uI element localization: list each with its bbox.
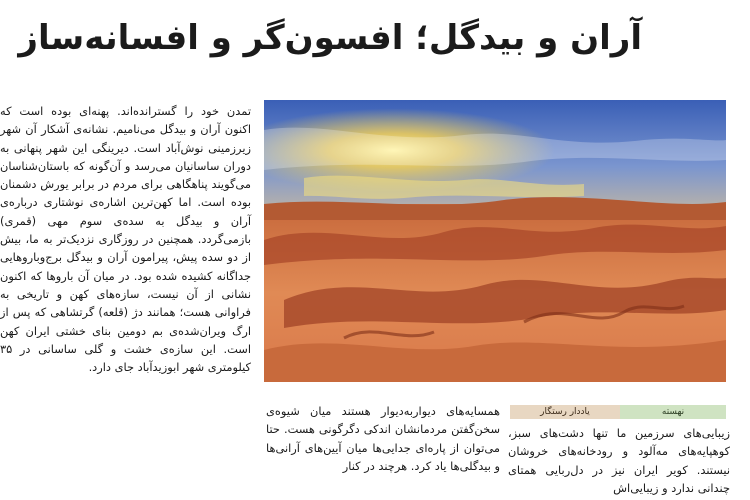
- byline-role: نهسته: [620, 405, 726, 419]
- article-column-right: [508, 424, 730, 500]
- article-headline: آران و بیدگل؛ افسون‌گر و افسانه‌ساز: [18, 18, 642, 58]
- article-paragraph: همسایه‌های دیواربه‌دیوار هستند میان شیوه‌ی سخن‌گفتن مردمانشان اندکی دگرگونی هست. حتا می‌توان از پاره‌ای جدایی‌ها میان آیین‌های آرانی‌ها و بیدگلی‌ها یاد کرد. هرچند در کنار: [266, 404, 500, 473]
- desert-photo: [264, 100, 726, 382]
- byline-author: یاددار رستگار: [510, 405, 620, 419]
- article-paragraph: زیبایی‌های سرزمین ما تنها دشت‌های سبز، کوهپایه‌های مه‌آلود و رودخانه‌های خروشان نیستند. کویر ایران نیز در دل‌ربایی همتای چندانی ندارد و زیبایی‌اش: [508, 426, 730, 495]
- article-column-left: [0, 102, 255, 500]
- byline-bar: [510, 405, 726, 419]
- desert-dunes-image: [264, 100, 726, 382]
- article-paragraph: تمدن خود را گسترانده‌اند. پهنه‌ای بوده است که اکنون آران و بیدگل می‌نامیم. نشانه‌ی آشکار آن شهر زیرزمینی نوش‌آباد است. دیرینگی این شهر پنهانی به دوران ساسانیان می‌رسد و آن‌گونه که باستان‌شناسان می‌گویند پناهگاهی برای مردم در برابر یورش دشمنان بوده است. اما کهن‌ترین اشاره‌ی نوشتاری درباره‌ی آران و بیدگل به سده‌ی سوم مهی (قمری) بازمی‌گردد. همچنین در روزگاری نزدیک‌تر به ما، بیش از دو سده پیش، پیرامون آران و بیدگل برج‌وباروهایی جداگانه کشیده شده بود. در میان آن باروها که اکنون نشانی از آن نیست، سازه‌های کهن و تاریخی به فراوانی هست؛ همانند دژ (قلعه) گرتشاهی که پس از ارگ ویران‌شده‌ی بم دومین بنای خشتی ایران کهن است. این سازه‌ی خشت و گلی ساسانی در ۳۵ کیلومتری شهر ابوزیدآباد جای دارد.: [0, 104, 251, 375]
- article-column-middle: [266, 402, 500, 500]
